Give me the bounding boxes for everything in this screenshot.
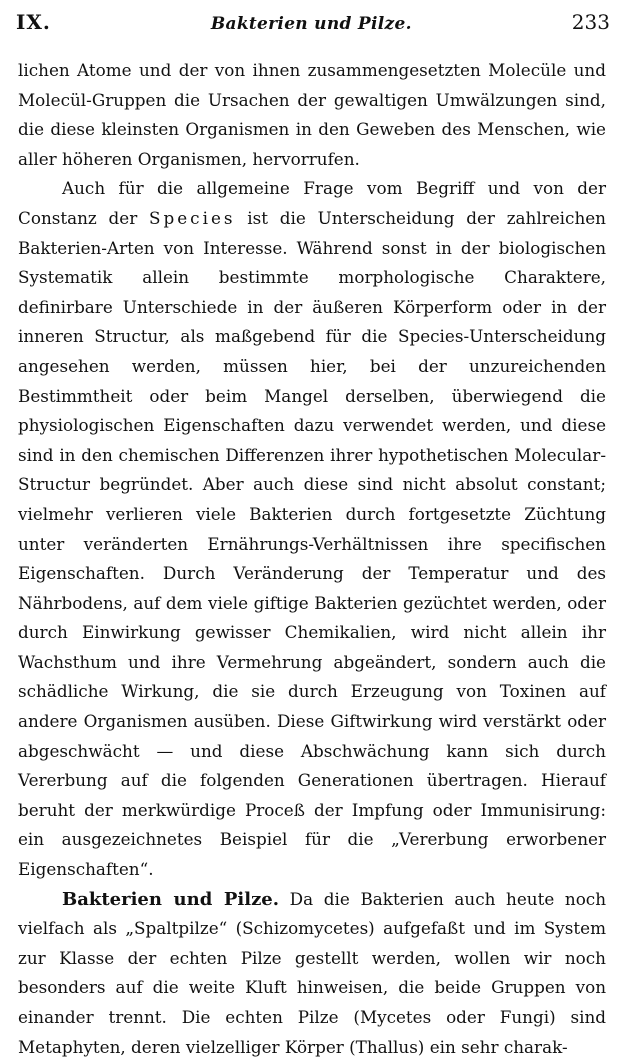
- section-heading: Bakterien und Pilze.: [62, 888, 280, 910]
- chapter-number: IX.: [16, 10, 51, 34]
- paragraph-species-start: Auch für die allgemeine Frage vom Begriff und von der Constanz der: [18, 178, 606, 228]
- species-emphasis: Species: [149, 207, 236, 228]
- paragraph-species-rest: ist die Unterscheidung der zahlreichen Bakterien-Arten von Interesse. Während sonst in der biologischen Systematik allein bestimmte morphologische Charaktere, definirbare Unterschiede in der äußeren Körperform oder in der inneren Structur, als maßgebend für die Species-Unterscheidung angesehen werden, müssen hier, bei der unzureichenden Bestimmtheit oder beim Mangel derselben, überwiegend die physiologischen Eigenschaften dazu verwendet werden, und diese sind in den chemischen Differenzen ihrer hypothetischen Molecular-Structur begründet. Aber auch diese sind nicht absolut constant; vielmehr verlieren viele Bakterien durch fortgesetzte Züchtung unter veränderten Ernährungs-Verhältnissen ihre specifischen Eigenschaften. Durch Veränderung der Temperatur und des Nährbodens, auf dem viele giftige Bakterien gezüchtet werden, oder durch Einwirkung gewisser Chemikalien, wird nicht allein ihr Wachsthum und ihre Vermehrung abgeändert, sondern auch die schädliche Wirkung, die sie durch Erzeugung von Toxinen auf andere Organismen ausüben. Diese Giftwirkung wird verstärkt oder abgeschwächt — und diese Abschwächung kann sich durch Vererbung auf die folgenden Generationen übertragen. Hierauf beruht der merkwürdige Proceß der Impfung oder Immunisirung: ein ausgezeichnetes Beispiel für die „Vererbung erworbener Eigenschaften“.: [18, 207, 606, 880]
- paragraph-species: [18, 174, 606, 884]
- paragraph-continuation: lichen Atome und der von ihnen zusammengesetzten Molecüle und Molecül-Gruppen die Ursachen der gewaltigen Umwälzungen sind, die diese kleinsten Organismen in den Geweben des Menschen, wie aller höheren Organismen, hervorrufen.: [18, 60, 606, 169]
- body-text: [18, 56, 606, 1062]
- running-header: [16, 10, 610, 42]
- page-number: 233: [571, 10, 610, 34]
- running-title: Bakterien und Pilze.: [210, 14, 412, 34]
- paragraph-bacteria-fungi-text: Da die Bakterien auch heute noch vielfach als „Spaltpilze“ (Schizomycetes) aufgefaßt und im System zur Klasse der echten Pilze gestellt werden, wollen wir noch besonders auf die weite Kluft hinweisen, die beide Gruppen von einander trennt. Die echten Pilze (Mycetes oder Fungi) sind Metaphyten, deren vielzelliger Körper (Thallus) ein sehr charak-: [18, 888, 607, 1057]
- paragraph-bacteria-fungi: [18, 885, 606, 1062]
